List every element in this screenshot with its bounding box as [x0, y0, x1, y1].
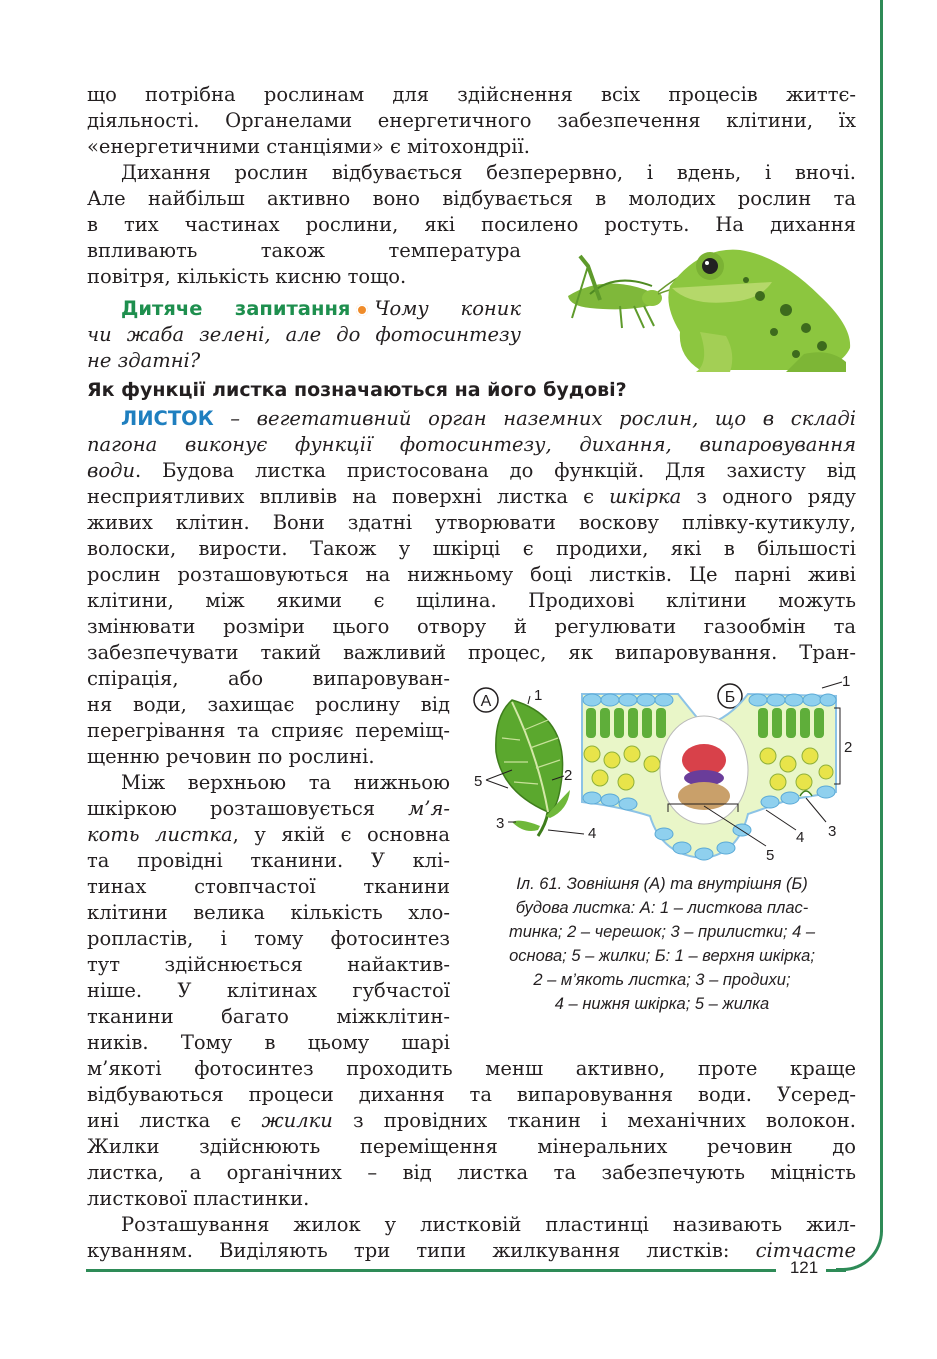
question-line — [87, 322, 521, 348]
text-line: впливають також температура — [87, 239, 521, 262]
text-line: тканини багато міжклітин- — [87, 1005, 450, 1028]
text-line — [121, 406, 856, 432]
upper-epidermis — [583, 694, 836, 706]
text-span: куванням. Виділяють три типи жилкування листків: — [87, 1239, 756, 1262]
text-line: Але найбільш активно воно відбувається в молодих рослин та — [87, 187, 856, 210]
figure-label-b: Б — [724, 689, 736, 706]
callout-a-1: 1 — [534, 687, 543, 704]
page-frame-right — [880, 0, 883, 1232]
definition-text: – вегетативний орган наземних рослин, що в складі — [213, 407, 856, 430]
text-line: що потрібна рослинам для здійснення всіх процесів життє- — [87, 83, 856, 106]
caption-line: 4 – нижня шкірка; 5 – жилка — [554, 995, 770, 1013]
text-span: з провідних тканин і механічних волокон. — [332, 1109, 856, 1132]
text-line: Дихання рослин відбувається безперервно, і вдень, і вночі. — [121, 161, 856, 184]
callout-b-3: 3 — [828, 823, 837, 840]
text-line — [87, 822, 450, 848]
text-line: спірація, або випаровуван- — [87, 667, 450, 690]
term-leaf: ЛИСТОК — [121, 407, 214, 430]
text-line: рослин розташовуються на нижньому боці листків. Це парні живі — [87, 563, 856, 586]
text-line — [87, 796, 450, 822]
flower-bullet-icon — [356, 304, 368, 316]
page-footer-rule — [86, 1269, 776, 1272]
term-italic: коть листка — [87, 823, 233, 846]
leaf-cross-section-figure — [578, 674, 854, 866]
text-line: щенню речовин по рослині. — [87, 745, 375, 768]
caption-line: основа; 5 – жилки; Б: 1 – верхня шкірка; — [509, 947, 815, 965]
question-line — [121, 296, 521, 322]
text-line — [87, 1108, 856, 1134]
text-line: живих клітин. Вони здатні утворювати воскову плівку-кутикулу, — [87, 511, 856, 534]
text-line — [87, 458, 856, 484]
text-line: тинах стовпчастої тканини — [87, 875, 450, 898]
text-span: ині листка є — [87, 1109, 262, 1132]
leaf-blade-icon — [496, 700, 563, 812]
definition-text: води — [87, 459, 136, 482]
text-line: повітря, кількість кисню тощо. — [87, 265, 407, 288]
text-line: тут здійснюється найактив- — [87, 953, 450, 976]
text-line: відбуваються процеси дихання та випаровування води. Усеред- — [87, 1083, 856, 1106]
text-line: м’якоті фотосинтез проходить менш активно, проте краще — [87, 1057, 856, 1080]
caption-line: будова листка: А: 1 – листкова плас- — [515, 899, 809, 917]
text-line — [87, 432, 856, 458]
question-line — [87, 348, 521, 374]
callout-a-2: 2 — [564, 767, 573, 784]
question-title: Дитяче запитання — [121, 297, 351, 320]
caption-line: тинка; 2 – черешок; 3 – прилистки; 4 – — [508, 923, 816, 941]
text-line — [87, 1238, 856, 1264]
term-italic: м’я- — [408, 797, 450, 820]
text-line: ня води, захищає рослину від — [87, 693, 450, 716]
callout-b-4: 4 — [796, 829, 805, 846]
text-line: та провідні тканини. У клі- — [87, 849, 450, 872]
caption-line: 2 – м’якоть листка; 3 – продихи; — [533, 971, 791, 989]
callout-a-3: 3 — [496, 815, 505, 832]
term-italic: шкірка — [609, 485, 682, 508]
term-italic: сітчасте — [755, 1239, 856, 1262]
section-heading: Як функції листка позначаються на його будові? — [87, 379, 627, 401]
text-line: Розташування жилок у листковій пластинці називають жил- — [121, 1213, 856, 1236]
text-span: з одного ряду — [681, 485, 857, 508]
callout-a-5: 5 — [474, 773, 483, 790]
text-line: змінювати розміри цього отвору й регулювати газообмін та — [87, 615, 856, 638]
callout-a-4: 4 — [588, 825, 597, 842]
callout-b-1: 1 — [842, 674, 851, 690]
figure-label-a: А — [480, 693, 492, 710]
text-line: клітини, між якими є щілина. Продихові клітини можуть — [87, 589, 856, 612]
text-line: листкової пластинки. — [87, 1187, 310, 1210]
text-span: , у якій є основна — [232, 823, 450, 846]
definition-text: пагона виконує функції фотосинтезу, дихання, випаровування — [87, 433, 856, 456]
text-line: листка, а органічних – від листка та забезпечують міцність — [87, 1161, 856, 1184]
question-text: Чому коник — [374, 297, 521, 320]
text-line: в тих частинах рослини, які посилено ростуть. На дихання — [87, 213, 856, 236]
grasshopper-frog-illustration — [560, 236, 860, 378]
callout-b-2: 2 — [844, 739, 853, 756]
stipule-icon — [512, 821, 540, 831]
callout-b-5: 5 — [766, 847, 775, 864]
question-text: не здатні? — [87, 349, 201, 372]
text-line: Жилки здійснюють переміщення мінеральних речовин до — [87, 1135, 856, 1158]
text-line: ропластів, і тому фотосинтез — [87, 927, 450, 950]
term-italic: жилки — [261, 1109, 333, 1132]
caption-line: Іл. 61. Зовнішня (А) та внутрішня (Б) — [516, 875, 808, 893]
text-line: перегрівання та сприяє переміщ- — [87, 719, 450, 742]
page-number: 121 — [789, 1258, 819, 1277]
frog-icon — [668, 250, 850, 372]
question-text: чи жаба зелені, але до фотосинтезу — [87, 323, 521, 346]
text-line: ніше. У клітинах губчастої — [87, 979, 450, 1002]
text-line: діяльності. Органелами енергетичного забезпечення клітини, їх — [87, 109, 856, 132]
text-line: ників. Тому в цьому шарі — [87, 1031, 450, 1054]
vein-bundle — [660, 716, 748, 824]
figure-caption — [470, 872, 854, 1016]
text-line — [87, 484, 856, 510]
text-line: волоски, вирости. Також у шкірці є продихи, які в більшості — [87, 537, 856, 560]
text-line: забезпечувати такий важливий процес, як випаровування. Тран- — [87, 641, 856, 664]
text-span: . Будова листка пристосована до функцій. Для захисту від — [135, 459, 856, 482]
text-line: «енергетичними станціями» є мітохондрії. — [87, 135, 530, 158]
text-line: клітини велика кількість хло- — [87, 901, 450, 924]
text-line: Між верхньою та нижньою — [121, 771, 450, 794]
text-span: несприятливих впливів на поверхні листка є — [87, 485, 610, 508]
text-span: шкіркою розташовується — [87, 797, 409, 820]
page-footer-rule-end — [826, 1269, 846, 1272]
